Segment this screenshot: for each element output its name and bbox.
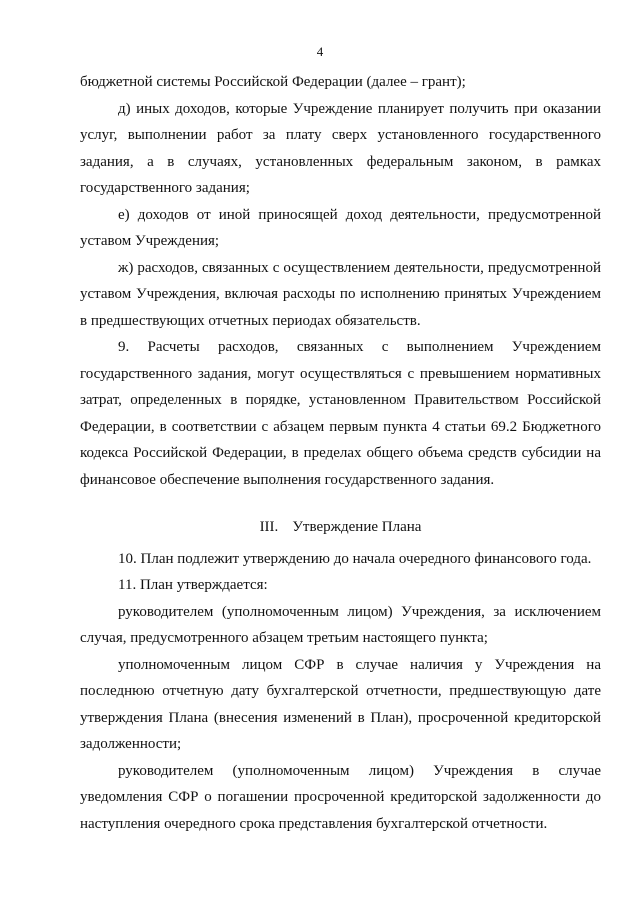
section-title: Утверждение Плана bbox=[292, 519, 422, 535]
paragraph-clause-9: 9. Расчеты расходов, связанных с выполнением Учреждением государственного задания, могут осуществляться с превышением нормативных затрат, определенных в порядке, установленном Правительством Российской Федерации, в соответствии с абзацем первым пункта 4 статьи 69.2 Бюджетного кодекса Российской Федерации, в пределах общего объема средств субсидии на финансовое обеспечение выполнения государственного задания. bbox=[80, 339, 601, 488]
document-body bbox=[80, 69, 601, 837]
paragraph-clause-11-head: руководителем (уполномоченным лицом) Учреждения, за исключением случая, предусмотренного абзацем третьим настоящего пункта; bbox=[80, 603, 601, 646]
paragraph-item-zh: ж) расходов, связанных с осуществлением деятельности, предусмотренной уставом Учреждения, включая расходы по исполнению принятых Учреждением в предшествующих отчетных периодах обязательств. bbox=[80, 259, 601, 329]
section-heading bbox=[80, 514, 601, 541]
paragraph-clause-11: 11. План утверждается: bbox=[118, 577, 268, 593]
paragraph-item-d: д) иных доходов, которые Учреждение планирует получить при оказании услуг, выполнении работ за плату сверх установленного государственного задания, а в случаях, установленных федеральным законом, в рамках государственного задания; bbox=[80, 100, 601, 196]
page-number: 4 bbox=[316, 44, 324, 59]
section-number: III. bbox=[259, 519, 279, 535]
paragraph-clause-11-notice: руководителем (уполномоченным лицом) Учреждения в случае уведомления СФР о погашении просроченной кредиторской задолженности до наступления очередного срока представления бухгалтерской отчетности. bbox=[80, 762, 601, 832]
paragraph-clause-10: 10. План подлежит утверждению до начала очередного финансового года. bbox=[118, 550, 592, 567]
paragraph-clause-11-sfr: уполномоченным лицом СФР в случае наличия у Учреждения на последнюю отчетную дату бухгалтерской отчетности, предшествующую дате утверждения Плана (внесения изменений в План), просроченной кредиторской задолженности; bbox=[80, 656, 601, 752]
paragraph-continuation: бюджетной системы Российской Федерации (далее – грант); bbox=[80, 74, 466, 90]
paragraph-item-e: е) доходов от иной приносящей доход деятельности, предусмотренной уставом Учреждения; bbox=[80, 206, 601, 249]
